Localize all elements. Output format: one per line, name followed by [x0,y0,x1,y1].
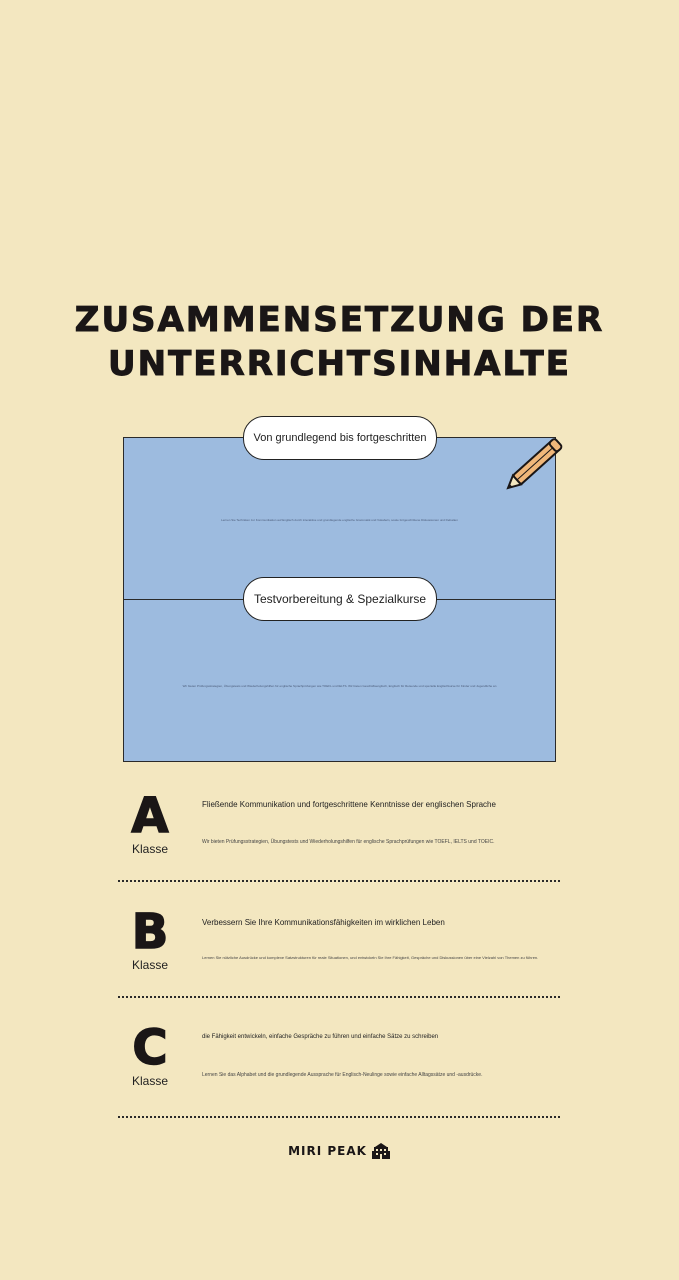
dotted-divider [118,1116,560,1118]
dotted-divider [118,880,560,882]
section-pill-test-prep: Testvorbereitung & Spezialkurse [243,577,437,621]
class-label: Klasse [131,842,169,856]
page-title-line-1: ZUSAMMENSETZUNG DER [74,300,605,340]
brand-logo [0,1142,679,1160]
page-title-line-2: UNTERRICHTSINHALTE [108,344,571,384]
content-box-description: Lernen Sie Techniken zur Kommunikation auf Englisch durch interaktive und grundlegende englische Grammatik und Vokabeln, sowie fortgeschrittene Diskussionen und Debatten [221,518,458,522]
class-letter: B [131,904,169,960]
class-a-heading: Fließende Kommunikation und fortgeschrittene Kenntnisse der englischen Sprache [202,800,496,809]
school-building-icon [371,1142,391,1160]
brand-name: MIRI PEAK [288,1144,367,1158]
class-b-badge [120,904,180,972]
class-b-text: Lernen Sie nützliche Ausdrücke und komplexe Satzstrukturen für reale Situationen, und entwickeln Sie Ihre Fähigkeit, Gespräche und Diskussionen über eine Vielzahl von Themen zu führen. [202,955,539,960]
section-pill-basic-to-advanced: Von grundlegend bis fortgeschritten [243,416,437,460]
content-box-description: Wir bieten Prüfungsstrategien, Übungstests und Wiederholungshilfen für englische Sprachprüfungen wie TOEFL und IELTS. Wir bieten Geschäftsenglisch, Englisch für Reisende und spezielle Englischkurse für Kinder und Jugendliche an [182,684,497,688]
class-a-text: Wir bieten Prüfungsstrategien, Übungstests und Wiederholungshilfen für englische Sprachprüfungen wie TOEFL, IELTS und TOEIC. [202,839,495,845]
content-box-test-prep [123,599,556,762]
class-letter: C [132,1020,168,1076]
class-c-badge [120,1020,180,1088]
pencil-icon [502,428,568,492]
page-title [0,298,679,386]
dotted-divider [118,996,560,998]
class-label: Klasse [131,1074,169,1088]
class-letter: A [131,788,169,844]
class-a-badge [120,788,180,856]
class-c-text: Lernen Sie das Alphabet und die grundlegende Aussprache für Englisch-Neulinge sowie einfache Alltagssätze und -ausdrücke. [202,1072,483,1078]
class-c-heading: die Fähigkeit entwickeln, einfache Gespräche zu führen und einfache Sätze zu schreiben [202,1034,439,1040]
class-label: Klasse [131,958,169,972]
class-b-heading: Verbessern Sie Ihre Kommunikationsfähigkeiten im wirklichen Leben [202,918,445,927]
